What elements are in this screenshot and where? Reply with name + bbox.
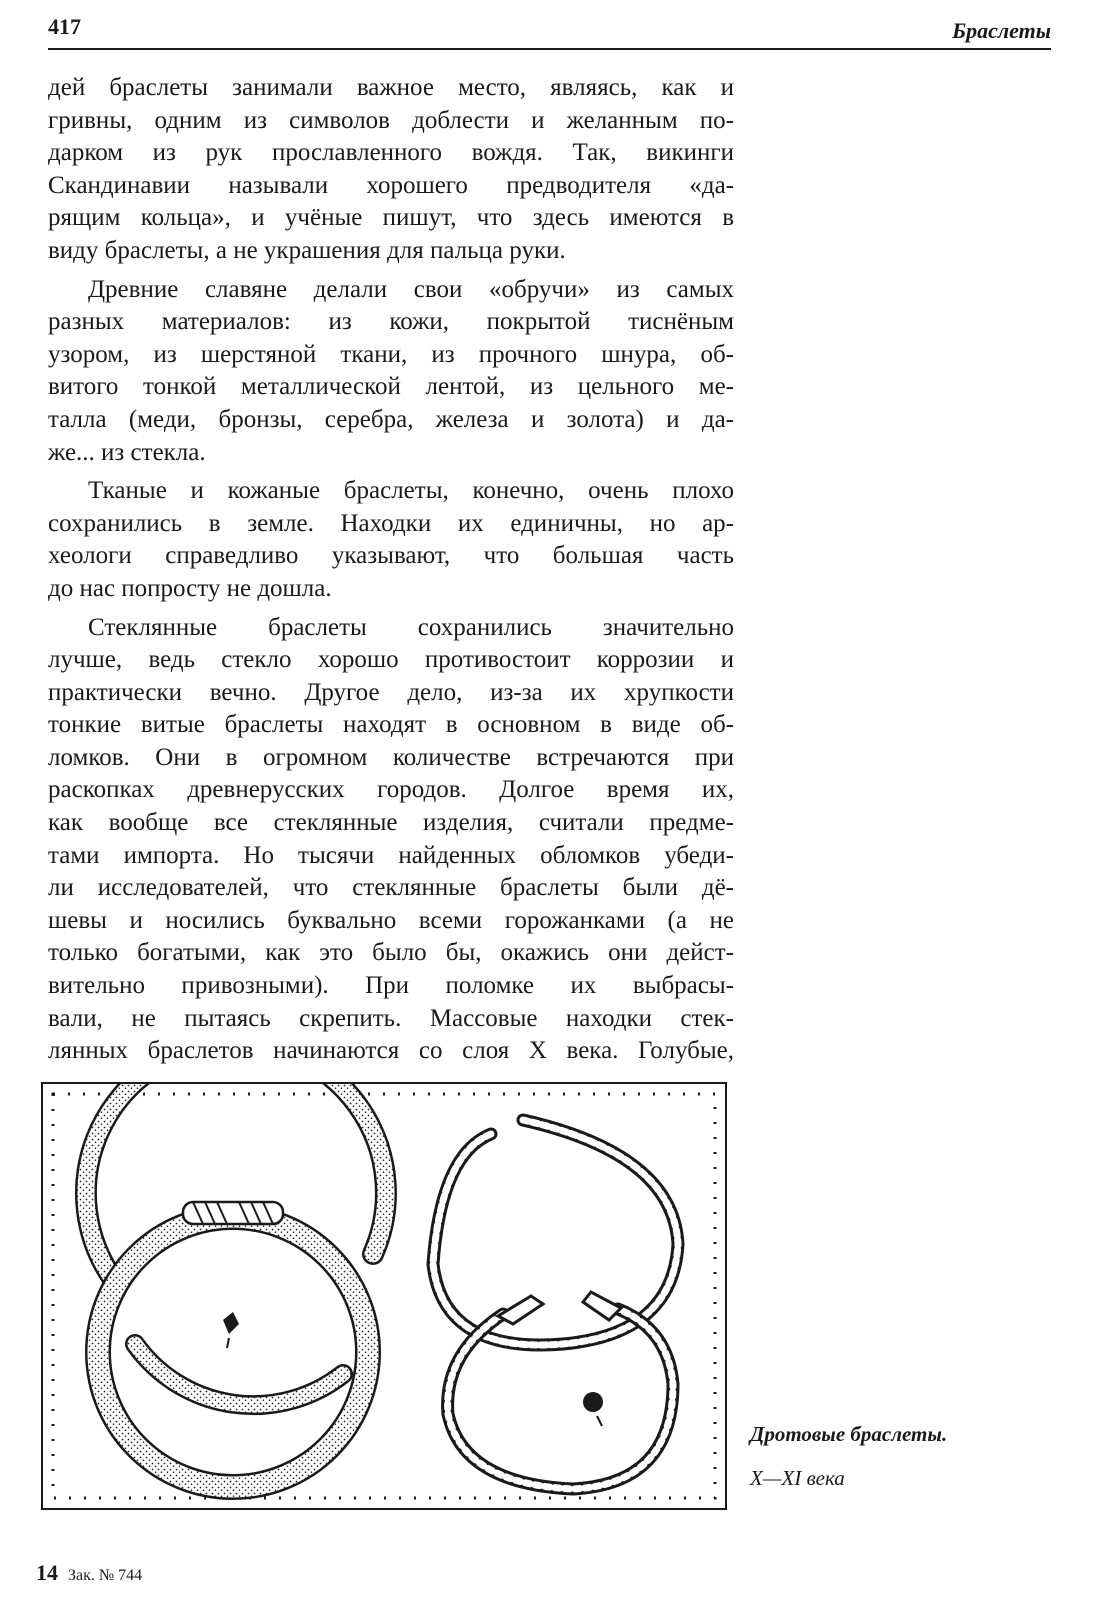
text-line: дей браслеты занимали важное место, являясь, как и xyxy=(48,74,734,101)
text-line: узором, из шерстяной ткани, из прочного шнура, об- xyxy=(48,340,734,368)
running-title: Браслеты xyxy=(952,18,1051,43)
text-line: Скандинавии называли хорошего предводителя «да- xyxy=(48,171,734,199)
printer-signature xyxy=(36,1560,142,1586)
text-line: только богатыми, как это было бы, окажись они дейст- xyxy=(48,939,734,967)
text-line: до нас попросту не дошла. xyxy=(48,574,332,602)
twisted-clasp xyxy=(183,1202,283,1224)
signature-order: Зак. № 744 xyxy=(68,1567,143,1584)
body-text xyxy=(48,72,734,1068)
text-line: шевы и носились буквально всеми горожанками (а не xyxy=(48,906,734,934)
page-number: 417 xyxy=(48,14,81,39)
bracelet-right-lower xyxy=(448,1292,673,1489)
text-line: Тканые и кожаные браслеты, конечно, очень плохо xyxy=(88,477,734,505)
text-line: хеологи справедливо указывают, что большая часть xyxy=(48,542,734,570)
bracelet-right-upper xyxy=(433,1120,678,1345)
text-line: рящим кольца», и учёные пишут, что здесь имеются в xyxy=(48,204,734,232)
text-line: раскопках древнерусских городов. Долгое время их, xyxy=(48,776,734,804)
bracelets-drawing xyxy=(43,1084,725,1508)
signature-number: 14 xyxy=(36,1560,58,1585)
text-line: вали, не пытаясь скрепить. Массовые находки стек- xyxy=(48,1004,734,1032)
caption-date: X—XI века xyxy=(750,1466,845,1490)
text-line: талла (меди, бронзы, серебра, железа и золота) и да- xyxy=(48,405,734,433)
text-line: виду браслеты, а не украшения для пальца руки. xyxy=(48,236,566,264)
text-line: ломков. Они в огромном количестве встречаются при xyxy=(48,743,734,771)
cross-section-diamond xyxy=(223,1312,239,1334)
text-line: практически вечно. Другое дело, из-за их хрупкости xyxy=(48,678,734,706)
text-line: дарком из рук прославленного вождя. Так, викинги xyxy=(48,139,734,167)
cross-section-circle xyxy=(583,1392,603,1412)
header-rule xyxy=(48,48,1051,50)
bracelets-illustration xyxy=(41,1082,727,1510)
text-line: Стеклянные браслеты сохранились значительно xyxy=(88,613,734,641)
text-line: же... из стекла. xyxy=(48,438,206,466)
text-line: вительно привозными). При поломке их выбрасы- xyxy=(48,972,734,1000)
bracelet-left-back xyxy=(86,1084,386,1405)
text-line: гривны, одним из символов доблести и желанным по- xyxy=(48,106,734,134)
text-line: лучше, ведь стекло хорошо противостоит коррозии и xyxy=(48,646,734,674)
text-line: тами импорта. Но тысячи найденных обломков убеди- xyxy=(48,841,734,869)
text-line: Древние славяне делали свои «обручи» из самых xyxy=(88,275,734,303)
text-line: ли исследователей, что стеклянные браслеты были дё- xyxy=(48,874,734,902)
text-line: витого тонкой металлической лентой, из цельного ме- xyxy=(48,373,734,401)
text-line: сохранились в земле. Находки их единичны, но ар- xyxy=(48,509,734,537)
text-line: как вообще все стеклянные изделия, считали предме- xyxy=(48,809,734,837)
dragon-head-terminal xyxy=(583,1292,621,1320)
text-line: лянных браслетов начинаются со слоя X века. Голубые, xyxy=(48,1037,734,1065)
text-line: разных материалов: из кожи, покрытой тиснёным xyxy=(48,308,734,336)
text-line: тонкие витые браслеты находят в основном в виде об- xyxy=(48,711,734,739)
caption-title: Дротовые браслеты. xyxy=(750,1422,948,1446)
